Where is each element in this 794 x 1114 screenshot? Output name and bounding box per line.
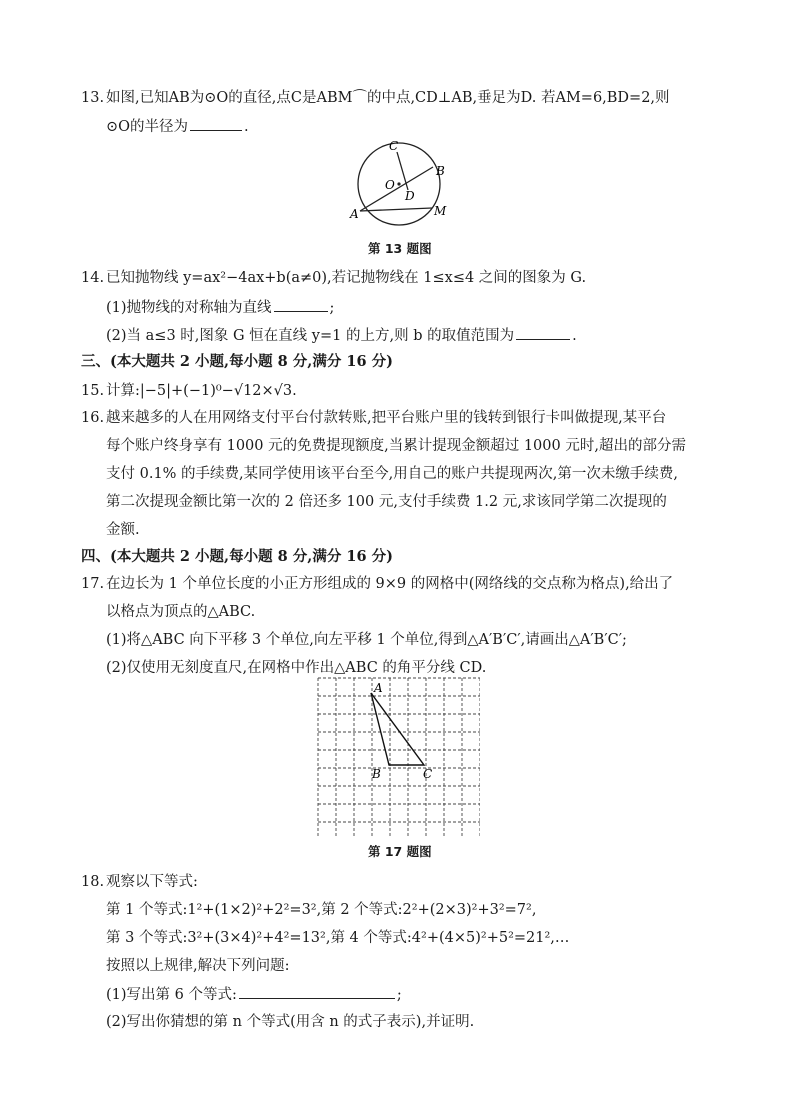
section-3-title: 三、(本大题共 2 小题,每小题 8 分,满分 16 分)	[81, 353, 393, 370]
q13-text: 如图,已知AB为⊙O的直径,点C是ABM⌒的中点,CD⊥AB,垂足为D. 若AM=6,BD=2,则	[106, 90, 670, 106]
q17-grid-figure	[316, 676, 480, 836]
q17-text-2: 以格点为顶点的△ABC.	[106, 604, 256, 620]
label-m: M	[434, 204, 447, 218]
q18-text-4: 按照以上规律,解决下列问题:	[106, 958, 290, 974]
q17-part1-text: (1)将△ABC 向下平移 3 个单位,向左平移 1 个单位,得到△A′B′C′,请画出△A′B′C′;	[106, 632, 627, 648]
q17-caption: 第 17 题图	[368, 844, 432, 859]
label-o: O	[385, 178, 395, 192]
q14-part2-end: .	[572, 328, 577, 344]
q18-part1-text: (1)写出第 6 个等式:	[106, 987, 237, 1003]
q16-number: 16.	[81, 410, 105, 426]
q14-part1-text: (1)抛物线的对称轴为直线	[106, 300, 272, 316]
q16-text-4: 第二次提现金额比第一次的 2 倍还多 100 元,支付手续费 1.2 元,求该同学第二次提现的	[106, 494, 667, 510]
q16-text-5: 金额.	[106, 522, 140, 538]
q14-number: 14.	[81, 270, 105, 286]
section-4-title: 四、(本大题共 2 小题,每小题 8 分,满分 16 分)	[81, 548, 393, 565]
q15-text: 计算:|−5|+(−1)⁰−√12×√3.	[106, 383, 297, 399]
q15-number: 15.	[81, 383, 105, 399]
q18-equations-2: 第 3 个等式:3²+(3×4)²+4²=13²,第 4 个等式:4²+(4×5)²+5²=21²,…	[106, 930, 570, 946]
q17-part2-text: (2)仅使用无刻度直尺,在网格中作出△ABC 的角平分线 CD.	[106, 660, 487, 676]
q18-part2-text: (2)写出你猜想的第 n 个等式(用含 n 的式子表示),并证明.	[106, 1014, 475, 1030]
q18-part1-end: ;	[396, 987, 402, 1003]
triangle-abc	[371, 693, 424, 765]
q13-figure	[340, 138, 460, 228]
q17-number: 17.	[81, 576, 105, 592]
label-d: D	[405, 189, 415, 203]
q18-number: 18.	[81, 874, 105, 890]
q13-answer-blank[interactable]	[190, 116, 242, 131]
q13-radius-prompt: ⊙O的半径为	[106, 119, 189, 135]
q13-end: .	[244, 119, 249, 135]
q16-text-1: 越来越多的人在用网络支付平台付款转账,把平台账户里的钱转到银行卡叫做提现,某平台	[106, 410, 667, 426]
grid-label-c: C	[423, 767, 433, 781]
q18-text-1: 观察以下等式:	[106, 874, 198, 890]
q14-part2-text: (2)当 a≤3 时,图象 G 恒在直线 y=1 的上方,则 b 的取值范围为	[106, 328, 515, 344]
q17-text-1: 在边长为 1 个单位长度的小正方形组成的 9×9 的网格中(网络线的交点称为格点),给出了	[106, 576, 674, 592]
q14-part1-end: ;	[329, 300, 335, 316]
q13-number: 13.	[81, 90, 105, 106]
grid-label-a: A	[374, 681, 383, 695]
q14-text: 已知抛物线 y=ax²−4ax+b(a≠0),若记抛物线在 1≤x≤4 之间的图象为 G.	[106, 270, 587, 286]
q18-equations-1: 第 1 个等式:1²+(1×2)²+2²=3²,第 2 个等式:2²+(2×3)²+3²=7²,	[106, 902, 537, 918]
q16-text-2: 每个账户终身享有 1000 元的免费提现额度,当累计提现金额超过 1000 元时,超出的部分需	[106, 438, 686, 454]
label-a: A	[350, 207, 359, 221]
q18-part1-blank[interactable]	[239, 984, 395, 999]
q14-part1-blank[interactable]	[274, 297, 328, 312]
q16-text-3: 支付 0.1% 的手续费,某同学使用该平台至今,用自己的账户共提现两次,第一次未缴手续费,	[106, 466, 678, 482]
center-point-o	[397, 182, 400, 185]
chord-am	[360, 208, 432, 211]
label-c: C	[389, 139, 399, 153]
q13-caption: 第 13 题图	[368, 241, 432, 256]
q14-part2-blank[interactable]	[516, 325, 570, 340]
label-b: B	[436, 164, 445, 178]
grid-label-b: B	[372, 767, 381, 781]
grid-lines	[318, 678, 480, 836]
diameter-ab	[360, 167, 433, 211]
